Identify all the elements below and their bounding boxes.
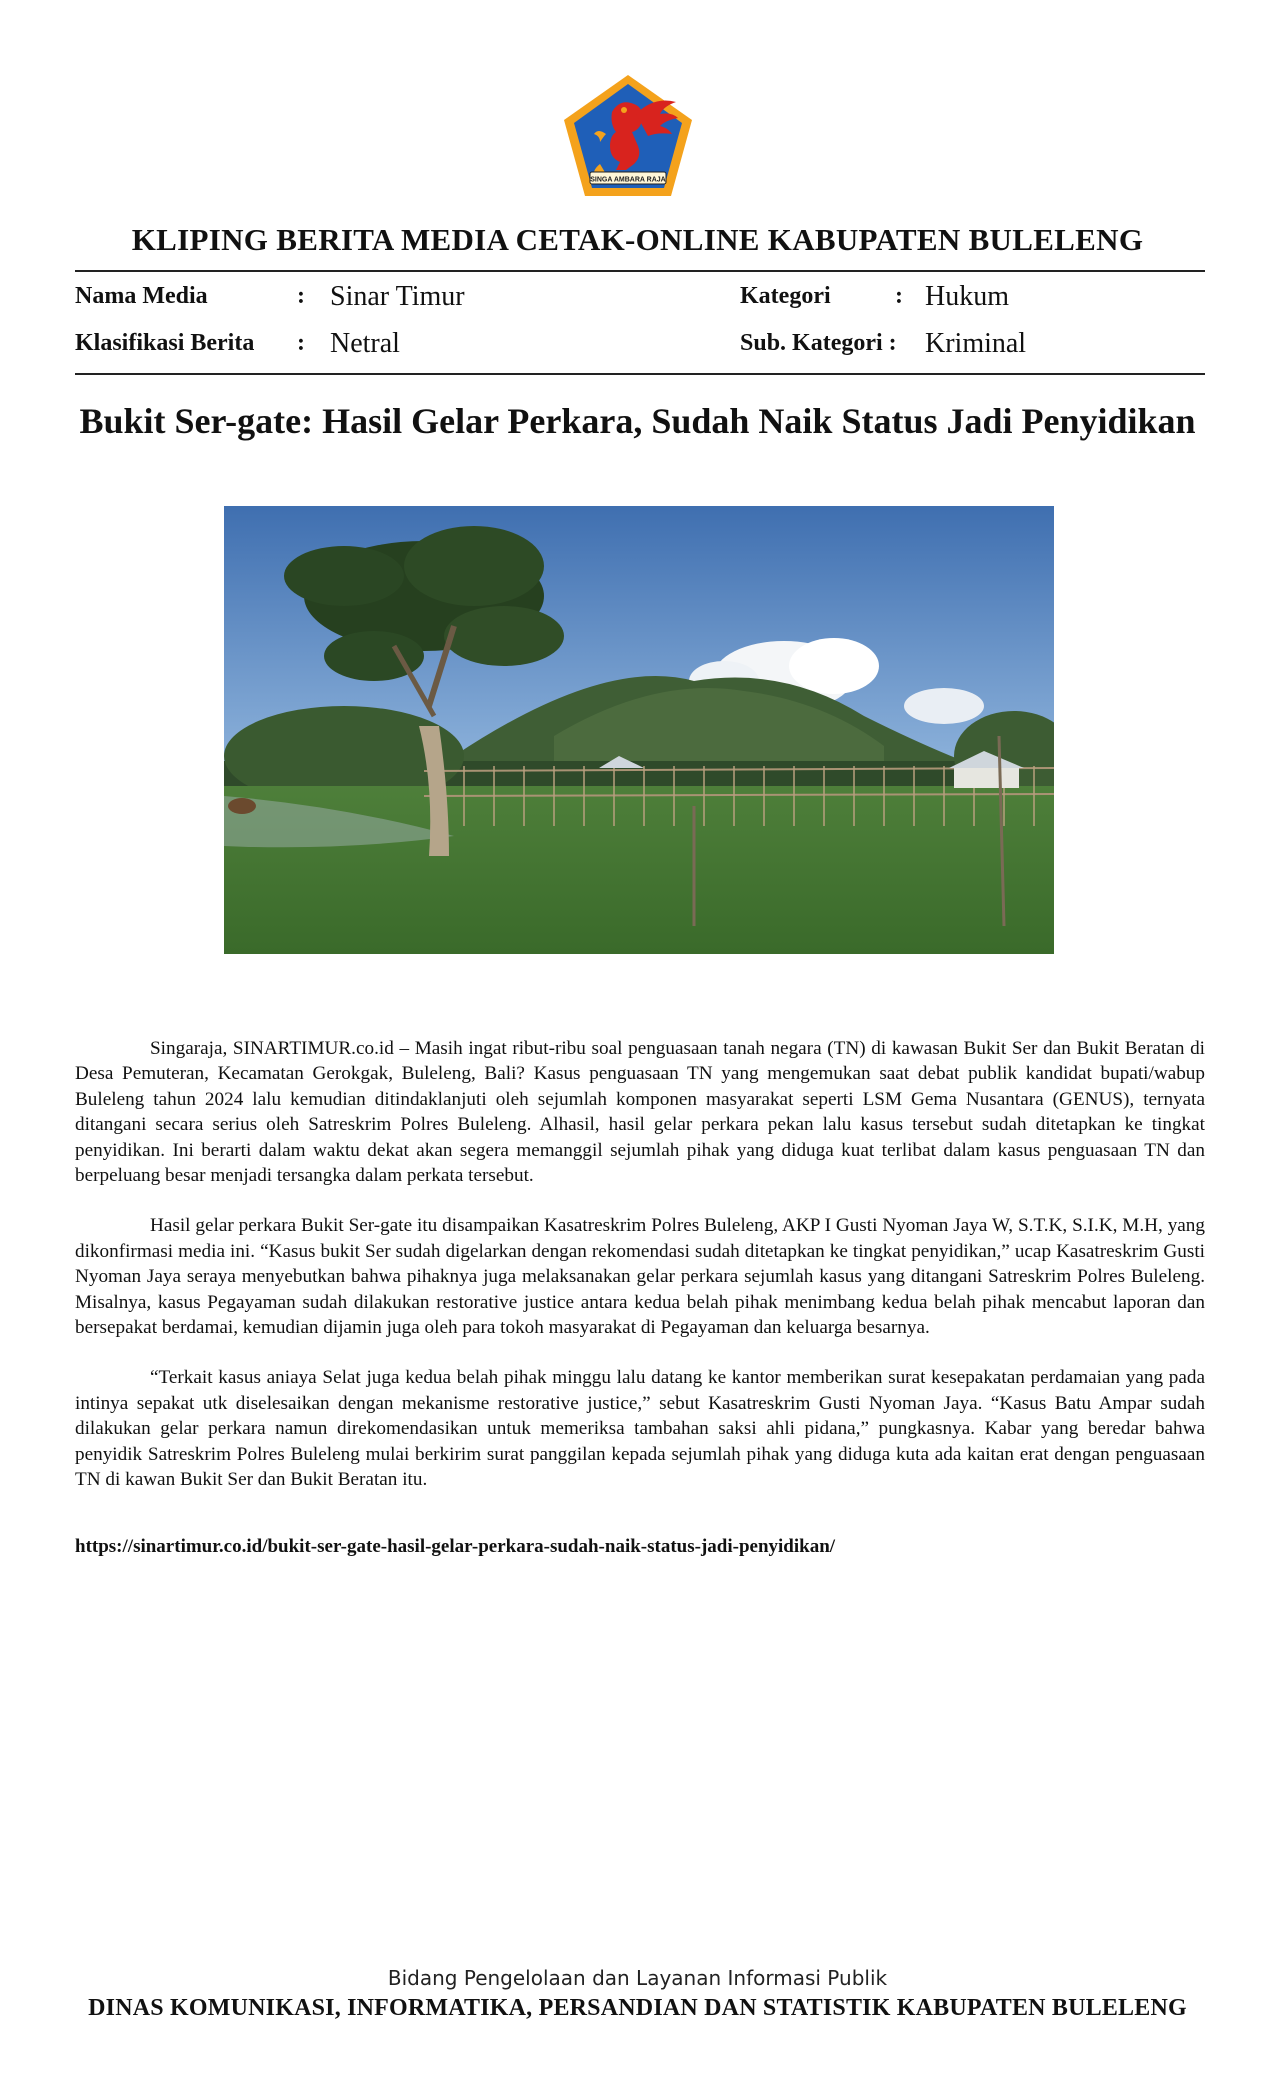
header-divider-top [75,270,1205,272]
klasifikasi-label: Klasifikasi Berita [75,330,255,356]
klasifikasi-colon: : [297,330,305,356]
article-paragraph: Hasil gelar perkara Bukit Ser-gate itu disampaikan Kasatreskrim Polres Buleleng, AKP I Gusti Nyoman Jaya W, S.T.K, S.I.K, M.H, yang dikonfirmasi media ini. “Kasus bukit Ser sudah digelarkan dengan rekomendasi sudah ditetapkan ke tingkat penyidikan,” ucap Kasatreskrim Gusti Nyoman Jaya seraya menyebutkan bahwa pihaknya juga melaksanakan gelar perkara sejumlah kasus yang ditangani Satreskrim Polres Buleleng. Misalnya, kasus Pegayaman sudah dilakukan restorative justice antara kedua belah pihak menimbang kedua belah pihak mencabut laporan dan bersepakat berdamai, kemudian dijamin juga oleh para tokoh masyarakat di Pegayaman dan keluarga besarnya. [75,1215,1205,1339]
sub-kategori-value: Kriminal [925,328,1027,359]
landscape-photo-icon [224,506,1054,954]
header-divider-bottom [75,373,1205,375]
logo-motto: SINGA AMBARA RAJA [590,176,666,184]
media-colon: : [297,283,305,309]
media-value: Sinar Timur [330,281,465,312]
singa-ambara-raja-emblem-icon [560,72,696,200]
footer-title: DINAS KOMUNIKASI, INFORMATIKA, PERSANDIAN DAN STATISTIK KABUPATEN BULELENG [88,1995,1187,2021]
footer-subtitle: Bidang Pengelolaan dan Layanan Informasi Publik [387,1966,888,1990]
article-title: Bukit Ser-gate: Hasil Gelar Perkara, Sudah Naik Status Jadi Penyidikan [79,401,1196,441]
article-paragraph: “Terkait kasus aniaya Selat juga kedua belah pihak minggu lalu datang ke kantor memberikan surat kesepakatan perdamaian yang pada intinya sepakat utk diselesaikan dengan mekanisme restorative justice,” sebut Kasatreskrim Gusti Nyoman Jaya. “Kasus Batu Ampar sudah dilakukan gelar perkara namun direkomendasikan untuk memeriksa tambahan saksi ahli pidana,” pungkasnya. Kabar yang beredar bahwa penyidik Satreskrim Polres Buleleng mulai berkirim surat panggilan kepada sejumlah pihak yang diduga kuta ada kaitan erat dengan penguasaan TN di kawan Bukit Ser dan Bukit Beratan itu. [75,1367,1205,1491]
media-label: Nama Media [75,283,208,309]
kategori-label: Kategori [740,283,831,309]
document-header-title: KLIPING BERITA MEDIA CETAK-ONLINE KABUPATEN BULELENG [131,222,1144,257]
klasifikasi-value: Netral [330,328,400,359]
kategori-colon: : [895,283,903,309]
source-url-link[interactable]: https://sinartimur.co.id/bukit-ser-gate-hasil-gelar-perkara-sudah-naik-status-jadi-penyidikan/ [75,1536,836,1557]
article-body [75,1036,1205,1518]
kategori-value: Hukum [925,281,1009,312]
article-paragraph: Singaraja, SINARTIMUR.co.id – Masih ingat ribut-ribu soal penguasaan tanah negara (TN) di kawasan Bukit Ser dan Bukit Beratan di Desa Pemuteran, Kecamatan Gerokgak, Buleleng, Bali? Kasus penguasaan TN yang mengemukan saat debat publik kandidat bupati/wabup Buleleng tahun 2024 lalu kemudian ditindaklanjuti oleh sejumlah komponen masyarakat seperti LSM Gema Nusantara (GENUS), ternyata ditangani secara serius oleh Satreskrim Polres Buleleng. Alhasil, hasil gelar perkara pekan lalu kasus tersebut sudah ditetapkan ke tingkat penyidikan. Ini berarti dalam waktu dekat akan segera memanggil sejumlah pihak yang diduga kuat terlibat dalam kasus penguasaan TN dan berpeluang besar menjadi tersangka dalam perkata tersebut. [75,1038,1205,1187]
sub-kategori-label: Sub. Kategori : [740,330,897,356]
